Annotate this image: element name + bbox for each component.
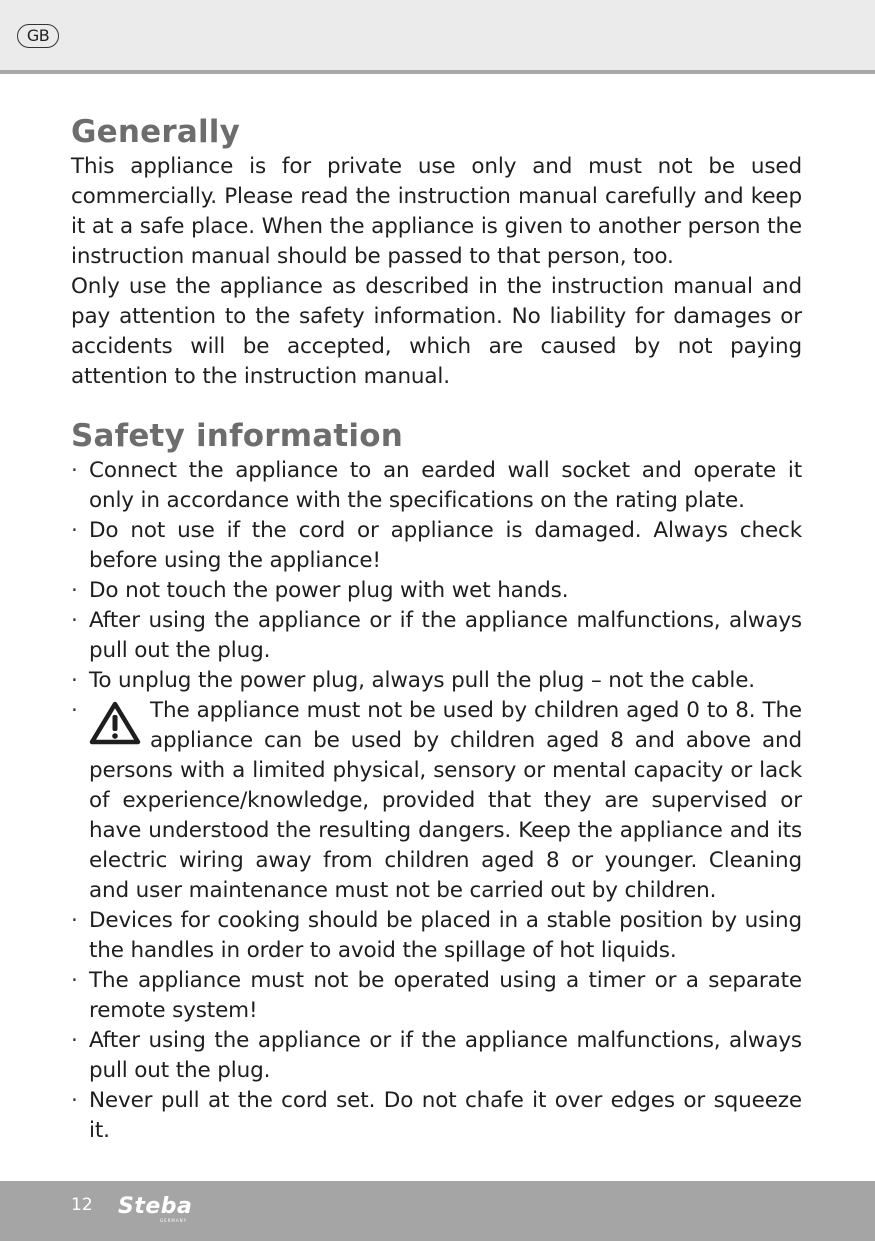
- page-footer: [0, 1181, 875, 1241]
- safety-item: · After using the appliance or if the appliance malfunctions, always pull out the plug.: [71, 1026, 802, 1086]
- safety-list: [71, 456, 802, 1146]
- safety-item: · Connect the appliance to an earded wall socket and operate it only in accordance with the specifications on the rating plate.: [71, 456, 802, 516]
- country-badge: GB: [17, 24, 59, 48]
- safety-item-children-text: The appliance must not be used by children aged 0 to 8. The appliance can be used by children aged 8 and above and persons with a limited physical, sensory or mental capacity or lack of experience/knowledge, provided that they are supervised or have understood the resulting dangers. Keep the appliance and its electric wiring away from children aged 8 or younger. Cleaning and user maintenance must not be carried out by children.: [89, 698, 802, 903]
- safety-item: · The appliance must not be operated using a timer or a separate remote system!: [71, 966, 802, 1026]
- page-header: [0, 0, 875, 74]
- safety-item-children-warning: [71, 696, 802, 906]
- page-content: [71, 112, 802, 1146]
- page-number: 12: [71, 1195, 93, 1215]
- brand-logo-text: Steba: [118, 1194, 193, 1219]
- safety-item: · Devices for cooking should be placed in a stable position by using the handles in order to avoid the spillage of hot liquids.: [71, 906, 802, 966]
- safety-item: · Do not touch the power plug with wet hands.: [71, 576, 802, 606]
- safety-item: · To unplug the power plug, always pull the plug – not the cable.: [71, 666, 802, 696]
- safety-item: · Do not use if the cord or appliance is damaged. Always check before using the appliance!: [71, 516, 802, 576]
- safety-item: · Never pull at the cord set. Do not chafe it over edges or squeeze it.: [71, 1086, 802, 1146]
- brand-logo: [118, 1196, 210, 1226]
- safety-item: · After using the appliance or if the appliance malfunctions, always pull out the plug.: [71, 606, 802, 666]
- warning-triangle-icon: [89, 700, 141, 746]
- generally-paragraph-2: Only use the appliance as described in the instruction manual and pay attention to the safety information. No liability for damages or accidents will be accepted, which are caused by not paying attention to the instruction manual.: [71, 274, 802, 389]
- brand-logo-sub: GERMANY: [160, 1218, 188, 1223]
- section-heading-safety: Safety information: [71, 418, 403, 454]
- section-heading-generally: Generally: [71, 114, 241, 150]
- generally-paragraph-1: This appliance is for private use only and must not be used commercially. Please read the instruction manual carefully and keep it at a safe place. When the appliance is given to another person the instruction manual should be passed to that person, too.: [71, 154, 802, 269]
